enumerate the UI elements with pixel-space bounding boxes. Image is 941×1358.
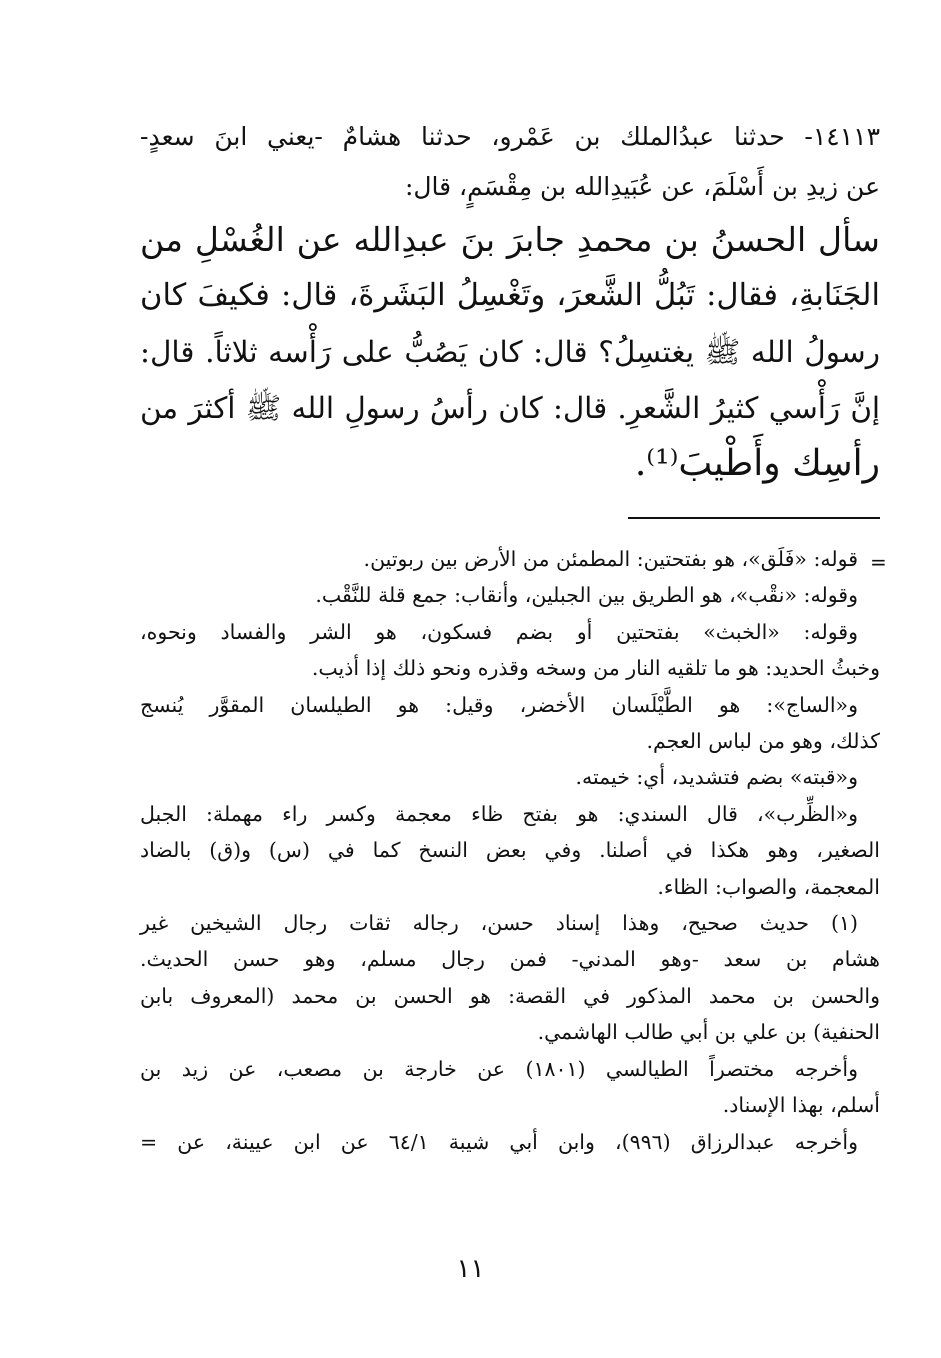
footnote-line: قوله: «فَلَق»، هو بفتحتين: المطمئن من الأرض بين ربوتين.	[363, 547, 858, 571]
hadith-matn-line: إنَّ رَأْسي كثيرُ الشَّعرِ. قال: كان رأسُ رسولِ الله ﷺ أكثرَ من	[140, 391, 880, 425]
footnote-line: وأخرجه عبدالرزاق (٩٩٦)، وابن أبي شيبة ٦٤/١ عن ابن عيينة، عن =	[140, 1129, 858, 1154]
continuation-mark: =	[870, 550, 887, 574]
footnote-line: و«الساج»: هو الطَّيْلَسان الأخضر، وقيل: هو الطيلسان المقوَّر يُنسج	[140, 692, 858, 717]
hadith-isnad-line: عن زيدِ بن أَسْلَمَ، عن عُبَيدِالله بن مِقْسَمٍ، قال:	[404, 172, 880, 201]
footnote-line: و«قبته» بضم فتشديد، أي: خيمته.	[575, 765, 858, 790]
footnote-line: و«الظِّرب»، قال السندي: هو بفتح ظاء معجمة وكسر راء مهملة: الجبل	[140, 801, 858, 826]
footnote-line: أسلم، بهذا الإسناد.	[722, 1093, 880, 1118]
footnote-line: والحسن بن محمد المذكور في القصة: هو الحسن بن محمد (المعروف بابن	[140, 983, 880, 1008]
hadith-matn-line: رسولُ الله ﷺ يغتسِلُ؟ قال: كان يَصُبُّ على رَأْسه ثلاثاً. قال:	[140, 335, 880, 369]
hadith-isnad	[140, 112, 880, 212]
hadith-isnad-line: ١٤١١٣- حدثنا عبدُالملك بن عَمْرو، حدثنا هشامٌ -يعني ابنَ سعدٍ-	[140, 122, 880, 151]
footnotes	[140, 541, 880, 1160]
footnote-line: الصغير، وهو هكذا في أصلنا. وفي بعض النسخ كما في (س) و(ق) بالضاد	[140, 838, 880, 863]
footnote-line: وقوله: «نقْب»، هو الطريق بين الجبلين، وأنقاب: جمع قلة للنَّقْب.	[315, 583, 858, 608]
footnote-line: هشام بن سعد -وهو المدني- فمن رجال مسلم، وهو حسن الحديث.	[140, 947, 880, 972]
footnote-line: كذلك، وهو من لباس العجم.	[646, 729, 880, 754]
footnote-line: (١) حديث صحيح، وهذا إسناد حسن، رجاله ثقات رجال الشيخين غير	[140, 911, 858, 936]
footnote-line: المعجمة، والصواب: الظاء.	[657, 874, 880, 899]
footnote-line: وخبثُ الحديد: هو ما تلقيه النار من وسخه وقذره ونحو ذلك إذا أذيب.	[311, 656, 880, 681]
page-number: ١١	[456, 1254, 485, 1284]
footnote-line: وقوله: «الخبث» بفتحتين أو بضم فسكون، هو الشر والفساد ونحوه،	[140, 619, 858, 644]
footnote-separator	[628, 517, 880, 519]
hadith-matn-line: الجَنَابةِ، فقال: تَبُلُّ الشَّعرَ، وتَغْسِلُ البَشَرةَ، قال: فكيفَ كان	[140, 278, 880, 313]
hadith-matn-line: رأسِك وأَطْيبَ⁽¹⁾.	[634, 443, 880, 484]
footnote-line: الحنفية) بن علي بن أبي طالب الهاشمي.	[537, 1020, 880, 1045]
footnote-line: وأخرجه مختصراً الطيالسي (١٨٠١) عن خارجة بن مصعب، عن زيد بن	[140, 1056, 858, 1081]
hadith-matn-line: سأل الحسنُ بن محمدِ جابرَ بنَ عبدِالله عن الغُسْلِ من	[140, 220, 880, 259]
hadith-matn	[140, 212, 880, 492]
